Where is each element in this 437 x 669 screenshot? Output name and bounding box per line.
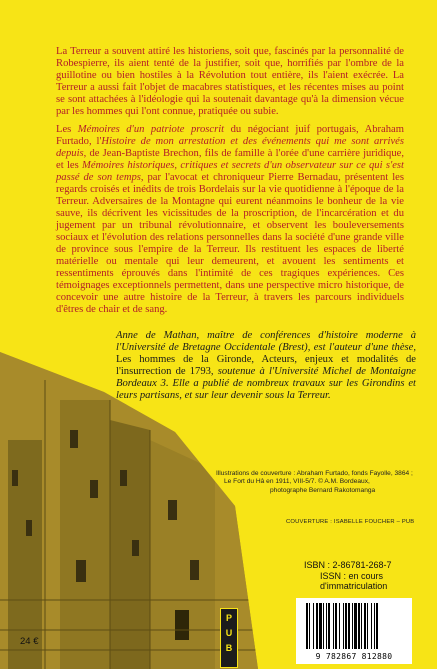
author-bio: Anne de Mathan, maître de conférences d'histoire moderne à l'Université de Bretagne Occidentale (Brest), est l'auteur d'une thèse, Les hommes de la Gironde, Acteurs, enjeux et modalités de l'insurrection de 1793, soutenue à l'Université Michel de Montaigne Bordeaux 3. Elle a publié de nombreux travaux sur les Girondins et leurs partisans, et sur leur devenir sous la Terreur. [116, 330, 417, 401]
barcode-bar [333, 603, 334, 649]
barcode-bar [335, 603, 337, 649]
barcode-number: 9 782867 812880 [315, 652, 393, 661]
barcode-bar [309, 603, 310, 649]
price-label: 24 € [20, 636, 39, 647]
barcode-bar [306, 603, 308, 649]
barcode-bar [345, 603, 347, 649]
barcode-bar [328, 603, 330, 649]
barcode-bar [323, 603, 324, 649]
barcode-bar [326, 603, 327, 649]
barcode-bar [343, 603, 344, 649]
issn-line: ISSN : en cours [320, 570, 384, 581]
barcode-bar [374, 603, 375, 649]
thesis-title: Les hommes de la Gironde, Acteurs, enjeux et modalités de l'insurrection de 1793 [116, 354, 416, 377]
isbn-block [304, 560, 414, 592]
pub-publisher-logo: P U B [220, 608, 238, 668]
barcode-bar [376, 603, 378, 649]
barcode-bar [358, 603, 360, 649]
barcode-bar [339, 603, 340, 649]
barcode-bar [319, 603, 322, 649]
barcode-bar [352, 603, 353, 649]
isbn-line: ISBN : 2-86781-268-7 [304, 560, 392, 570]
title-histoire-arrestation: Histoire de mon arrestation et des événements qui me sont arrivés depuis [56, 136, 405, 159]
barcode-bar [364, 603, 366, 649]
barcode-bar [348, 603, 350, 649]
barcode-bar [371, 603, 372, 649]
barcode-bar [313, 603, 314, 649]
barcode-bar [367, 603, 368, 649]
blurb-paragraph-1: La Terreur a souvent attiré les historiens, soit que, fascinés par la personnalité de Robespierre, ils aient tenté de la justifier, soit que, horrifiés par l'ombre de la guillotine ou bien hostiles à la Révolution tout entière, ils l'aient exécrée. La Terreur a aussi fait l'objet de macabres statistiques, et les récentes mises au point se sont attachées à l'idéologie qui la soutenait davantage qu'à la dimension vécue par les hommes qui l'ont connue, pratiquée ou subie. [56, 46, 404, 117]
barcode-bar [316, 603, 318, 649]
title-memoires-historiques: Mémoires historiques, critiques et secrets d'un observateur sur ce qui s'est passé de son temps [56, 160, 404, 183]
cover-design-credit: COUVERTURE : ISABELLE FOUCHER – PUB [286, 519, 415, 525]
barcode-bar [354, 603, 357, 649]
barcode-bars [304, 603, 404, 649]
blurb-paragraph-2: Les Mémoires d'un patriote proscrit du négociant juif portugais, Abraham Furtado, l'Histoire de mon arrestation et des événements qui me sont arrivés depuis, de Jean-Baptiste Brechon, fils de famille à l'orée d'une carrière juridique, et les Mémoires historiques, critiques et secrets d'un observateur sur ce qui s'est passé de son temps, par l'avocat et chroniqueur Pierre Bernadau, présentent les regards croisés et inédits de trois Bordelais sur la vie quotidienne à l'époque de la Terreur. Adversaires de la Montagne qui eurent néanmoins le bonheur de la vie sauve, ils décrivent les vicissitudes de la proscription, de l'incarcération et du jugement par un tribunal révolutionnaire, et observent les bouleversements sociaux et l'évolution des relations personnelles dans la société d'une grande ville de province sous l'empire de la Terreur. Ils restituent les espaces de liberté matérielle ou mentale qui leur demeurent, et avouent les sentiments et ressentiments éprouvés dans l'intimité de ces tragiques expériences. Ces témoignages exceptionnels permettent, dans une perspective micro historique, de concevoir une autre histoire de la Terreur, à travers les parcours individuels d'êtres de chair et de sang. [56, 124, 405, 315]
title-memoires-patriote: Mémoires d'un patriote proscrit [77, 124, 225, 135]
book-blurb [56, 46, 404, 322]
issn-status-line: d'immatriculation [320, 581, 388, 591]
barcode-bar [361, 603, 362, 649]
illustration-credits: Illustrations de couverture : Abraham Furtado, fonds Fayolle, 3864 ; Le Fort du Hâ en 1911, VIII-5/7. © A.M. Bordeaux, photographe Bernard Rakotomanga [216, 470, 413, 494]
barcode [296, 598, 412, 664]
